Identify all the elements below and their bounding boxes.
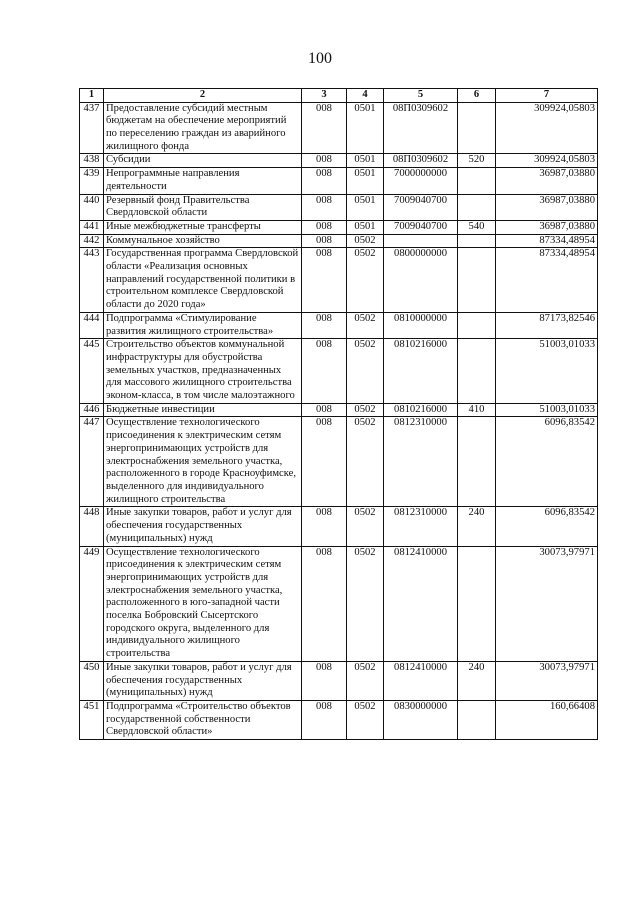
row-number-cell: 450: [80, 661, 104, 700]
expense-type-cell: [458, 194, 496, 220]
ministry-code-cell: 008: [302, 700, 347, 739]
amount-cell: 51003,01033: [496, 339, 598, 404]
table-row: [80, 546, 598, 661]
row-name-cell: Иные закупки товаров, работ и услуг для обеспечения государственных (муниципальных) нужд: [104, 507, 302, 546]
expense-type-cell: [458, 417, 496, 507]
target-article-cell: 0810216000: [384, 403, 458, 417]
amount-cell: 87173,82546: [496, 312, 598, 338]
row-name-cell: Резервный фонд Правительства Свердловской области: [104, 194, 302, 220]
amount-cell: 6096,83542: [496, 507, 598, 546]
table-row: [80, 700, 598, 739]
section-code-cell: 0502: [347, 339, 384, 404]
ministry-code-cell: 008: [302, 546, 347, 661]
expense-type-cell: [458, 102, 496, 154]
ministry-code-cell: 008: [302, 507, 347, 546]
section-code-cell: 0502: [347, 700, 384, 739]
row-name-cell: Иные закупки товаров, работ и услуг для обеспечения государственных (муниципальных) нужд: [104, 661, 302, 700]
page-number: 100: [308, 50, 332, 67]
table-row: [80, 154, 598, 168]
row-number-cell: 444: [80, 312, 104, 338]
ministry-code-cell: 008: [302, 102, 347, 154]
amount-cell: 30073,97971: [496, 661, 598, 700]
table-row: [80, 194, 598, 220]
header-cell: 5: [384, 89, 458, 103]
header-cell: 4: [347, 89, 384, 103]
section-code-cell: 0501: [347, 220, 384, 234]
section-code-cell: 0502: [347, 248, 384, 313]
amount-cell: 36987,03880: [496, 194, 598, 220]
row-name-cell: Субсидии: [104, 154, 302, 168]
section-code-cell: 0502: [347, 546, 384, 661]
row-number-cell: 440: [80, 194, 104, 220]
amount-cell: 36987,03880: [496, 168, 598, 194]
table-row: [80, 102, 598, 154]
ministry-code-cell: 008: [302, 154, 347, 168]
row-number-cell: 441: [80, 220, 104, 234]
section-code-cell: 0502: [347, 417, 384, 507]
table-row: [80, 220, 598, 234]
expense-type-cell: [458, 168, 496, 194]
target-article-cell: [384, 234, 458, 248]
row-number-cell: 445: [80, 339, 104, 404]
row-name-cell: Предоставление субсидий местным бюджетам на обеспечение мероприятий по переселению граждан из аварийного жилищного фонда: [104, 102, 302, 154]
row-number-cell: 451: [80, 700, 104, 739]
ministry-code-cell: 008: [302, 220, 347, 234]
row-number-cell: 442: [80, 234, 104, 248]
amount-cell: 6096,83542: [496, 417, 598, 507]
expense-type-cell: [458, 234, 496, 248]
expense-type-cell: 520: [458, 154, 496, 168]
section-code-cell: 0501: [347, 194, 384, 220]
header-row: [80, 89, 598, 103]
header-cell: 7: [496, 89, 598, 103]
row-name-cell: Осуществление технологического присоединения к электрическим сетям энергопринимающих устройств для электроснабжения земельного участка, расположенного в городе Красноуфимске, выделенного для индивидуального жилищного строительства: [104, 417, 302, 507]
ministry-code-cell: 008: [302, 661, 347, 700]
section-code-cell: 0502: [347, 312, 384, 338]
table-row: [80, 234, 598, 248]
row-number-cell: 437: [80, 102, 104, 154]
row-name-cell: Иные межбюджетные трансферты: [104, 220, 302, 234]
row-name-cell: Подпрограмма «Строительство объектов государственной собственности Свердловской области»: [104, 700, 302, 739]
row-name-cell: Непрограммные направления деятельности: [104, 168, 302, 194]
row-number-cell: 448: [80, 507, 104, 546]
ministry-code-cell: 008: [302, 168, 347, 194]
expense-type-cell: 540: [458, 220, 496, 234]
target-article-cell: 7000000000: [384, 168, 458, 194]
expense-type-cell: 410: [458, 403, 496, 417]
target-article-cell: 0800000000: [384, 248, 458, 313]
table-row: [80, 507, 598, 546]
row-name-cell: Коммунальное хозяйство: [104, 234, 302, 248]
target-article-cell: 0812410000: [384, 546, 458, 661]
amount-cell: 87334,48954: [496, 248, 598, 313]
table-row: [80, 248, 598, 313]
row-name-cell: Строительство объектов коммунальной инфраструктуры для обустройства земельных участков, предназначенных для массового жилищного строительства эконом-класса, в том числе малоэтажного: [104, 339, 302, 404]
row-number-cell: 449: [80, 546, 104, 661]
table-row: [80, 312, 598, 338]
amount-cell: 160,66408: [496, 700, 598, 739]
amount-cell: 30073,97971: [496, 546, 598, 661]
ministry-code-cell: 008: [302, 248, 347, 313]
header-cell: 2: [104, 89, 302, 103]
expense-type-cell: [458, 248, 496, 313]
ministry-code-cell: 008: [302, 339, 347, 404]
target-article-cell: 7009040700: [384, 194, 458, 220]
expense-type-cell: [458, 700, 496, 739]
table-row: [80, 339, 598, 404]
row-number-cell: 446: [80, 403, 104, 417]
budget-table: [79, 88, 598, 740]
ministry-code-cell: 008: [302, 403, 347, 417]
target-article-cell: 0812310000: [384, 507, 458, 546]
target-article-cell: 08П0309602: [384, 154, 458, 168]
target-article-cell: 0810216000: [384, 339, 458, 404]
section-code-cell: 0501: [347, 102, 384, 154]
target-article-cell: 0812410000: [384, 661, 458, 700]
amount-cell: 87334,48954: [496, 234, 598, 248]
row-name-cell: Государственная программа Свердловской области «Реализация основных направлений государственной политики в строительном комплексе Свердловской области до 2020 года»: [104, 248, 302, 313]
target-article-cell: 7009040700: [384, 220, 458, 234]
table-row: [80, 403, 598, 417]
row-name-cell: Подпрограмма «Стимулирование развития жилищного строительства»: [104, 312, 302, 338]
section-code-cell: 0502: [347, 234, 384, 248]
expense-type-cell: 240: [458, 507, 496, 546]
header-cell: 1: [80, 89, 104, 103]
amount-cell: 309924,05803: [496, 154, 598, 168]
header-cell: 6: [458, 89, 496, 103]
row-name-cell: Бюджетные инвестиции: [104, 403, 302, 417]
expense-type-cell: [458, 312, 496, 338]
amount-cell: 309924,05803: [496, 102, 598, 154]
table-body: [80, 102, 598, 739]
section-code-cell: 0501: [347, 168, 384, 194]
table-row: [80, 661, 598, 700]
section-code-cell: 0502: [347, 403, 384, 417]
row-number-cell: 447: [80, 417, 104, 507]
ministry-code-cell: 008: [302, 234, 347, 248]
row-number-cell: 443: [80, 248, 104, 313]
target-article-cell: 0812310000: [384, 417, 458, 507]
header-cell: 3: [302, 89, 347, 103]
amount-cell: 51003,01033: [496, 403, 598, 417]
ministry-code-cell: 008: [302, 417, 347, 507]
row-number-cell: 439: [80, 168, 104, 194]
target-article-cell: 0830000000: [384, 700, 458, 739]
ministry-code-cell: 008: [302, 312, 347, 338]
table-row: [80, 417, 598, 507]
ministry-code-cell: 008: [302, 194, 347, 220]
amount-cell: 36987,03880: [496, 220, 598, 234]
expense-type-cell: [458, 546, 496, 661]
target-article-cell: 0810000000: [384, 312, 458, 338]
expense-type-cell: 240: [458, 661, 496, 700]
section-code-cell: 0502: [347, 661, 384, 700]
target-article-cell: 08П0309602: [384, 102, 458, 154]
section-code-cell: 0502: [347, 507, 384, 546]
expense-type-cell: [458, 339, 496, 404]
row-number-cell: 438: [80, 154, 104, 168]
row-name-cell: Осуществление технологического присоединения к электрическим сетям энергопринимающих устройств для электроснабжения земельного участка, расположенного в юго-западной части поселка Бобровский Сысертского городского округа, выделенного для индивидуального жилищного строительства: [104, 546, 302, 661]
table-row: [80, 168, 598, 194]
section-code-cell: 0501: [347, 154, 384, 168]
